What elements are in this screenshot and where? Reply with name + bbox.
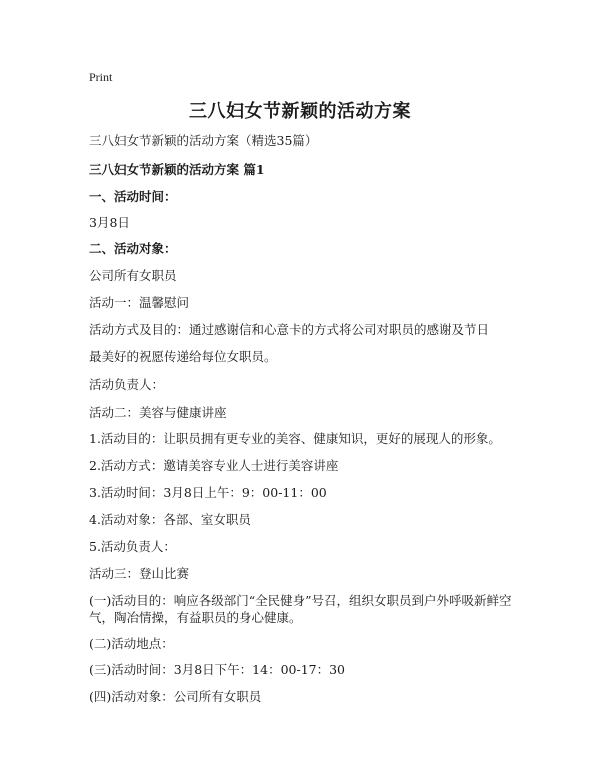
activity-one-owner: 活动负责人： bbox=[89, 377, 165, 392]
print-link[interactable]: Print bbox=[89, 70, 113, 84]
activity-three-item-4: (四)活动对象：公司所有女职员 bbox=[89, 689, 262, 704]
activity-three-item-3: (三)活动时间：3月8日下午：14：00-17：30 bbox=[89, 662, 346, 677]
activity-two-item-4: 4.活动对象：各部、室女职员 bbox=[89, 512, 251, 527]
activity-one-method-line-2: 最美好的祝愿传递给每位女职员。 bbox=[89, 349, 277, 364]
heading-activity-target: 二、活动对象： bbox=[89, 241, 177, 256]
page-title: 三八妇女节新颖的活动方案 bbox=[189, 101, 411, 122]
activity-time-value: 3月8日 bbox=[89, 215, 130, 230]
subtitle: 三八妇女节新颖的活动方案（精选35篇） bbox=[89, 133, 318, 148]
activity-two-title: 活动二：美容与健康讲座 bbox=[89, 405, 227, 420]
activity-one-title: 活动一：温馨慰问 bbox=[89, 295, 190, 310]
activity-two-item-1: 1.活动目的：让职员拥有更专业的美容、健康知识，更好的展现人的形象。 bbox=[89, 431, 501, 446]
activity-two-item-3: 3.活动时间：3月8日上午：9：00-11：00 bbox=[89, 485, 327, 500]
activity-two-item-2: 2.活动方式：邀请美容专业人士进行美容讲座 bbox=[89, 458, 339, 473]
section-heading: 三八妇女节新颖的活动方案 篇1 bbox=[89, 162, 265, 177]
activity-three-item-2: (二)活动地点： bbox=[89, 636, 174, 651]
activity-two-item-5: 5.活动负责人： bbox=[89, 539, 176, 554]
activity-target-value: 公司所有女职员 bbox=[89, 268, 177, 283]
activity-three-item-1: (一)活动目的：响应各级部门“全民健身”号召，组织女职员到户外呼吸新鲜空气，陶冶情操，有益职员的身心健康。 bbox=[89, 593, 512, 625]
heading-activity-time: 一、活动时间： bbox=[89, 189, 177, 204]
activity-one-method-line-1: 活动方式及目的：通过感谢信和心意卡的方式将公司对职员的感谢及节日 bbox=[89, 322, 490, 337]
activity-three-title: 活动三：登山比赛 bbox=[89, 566, 190, 581]
